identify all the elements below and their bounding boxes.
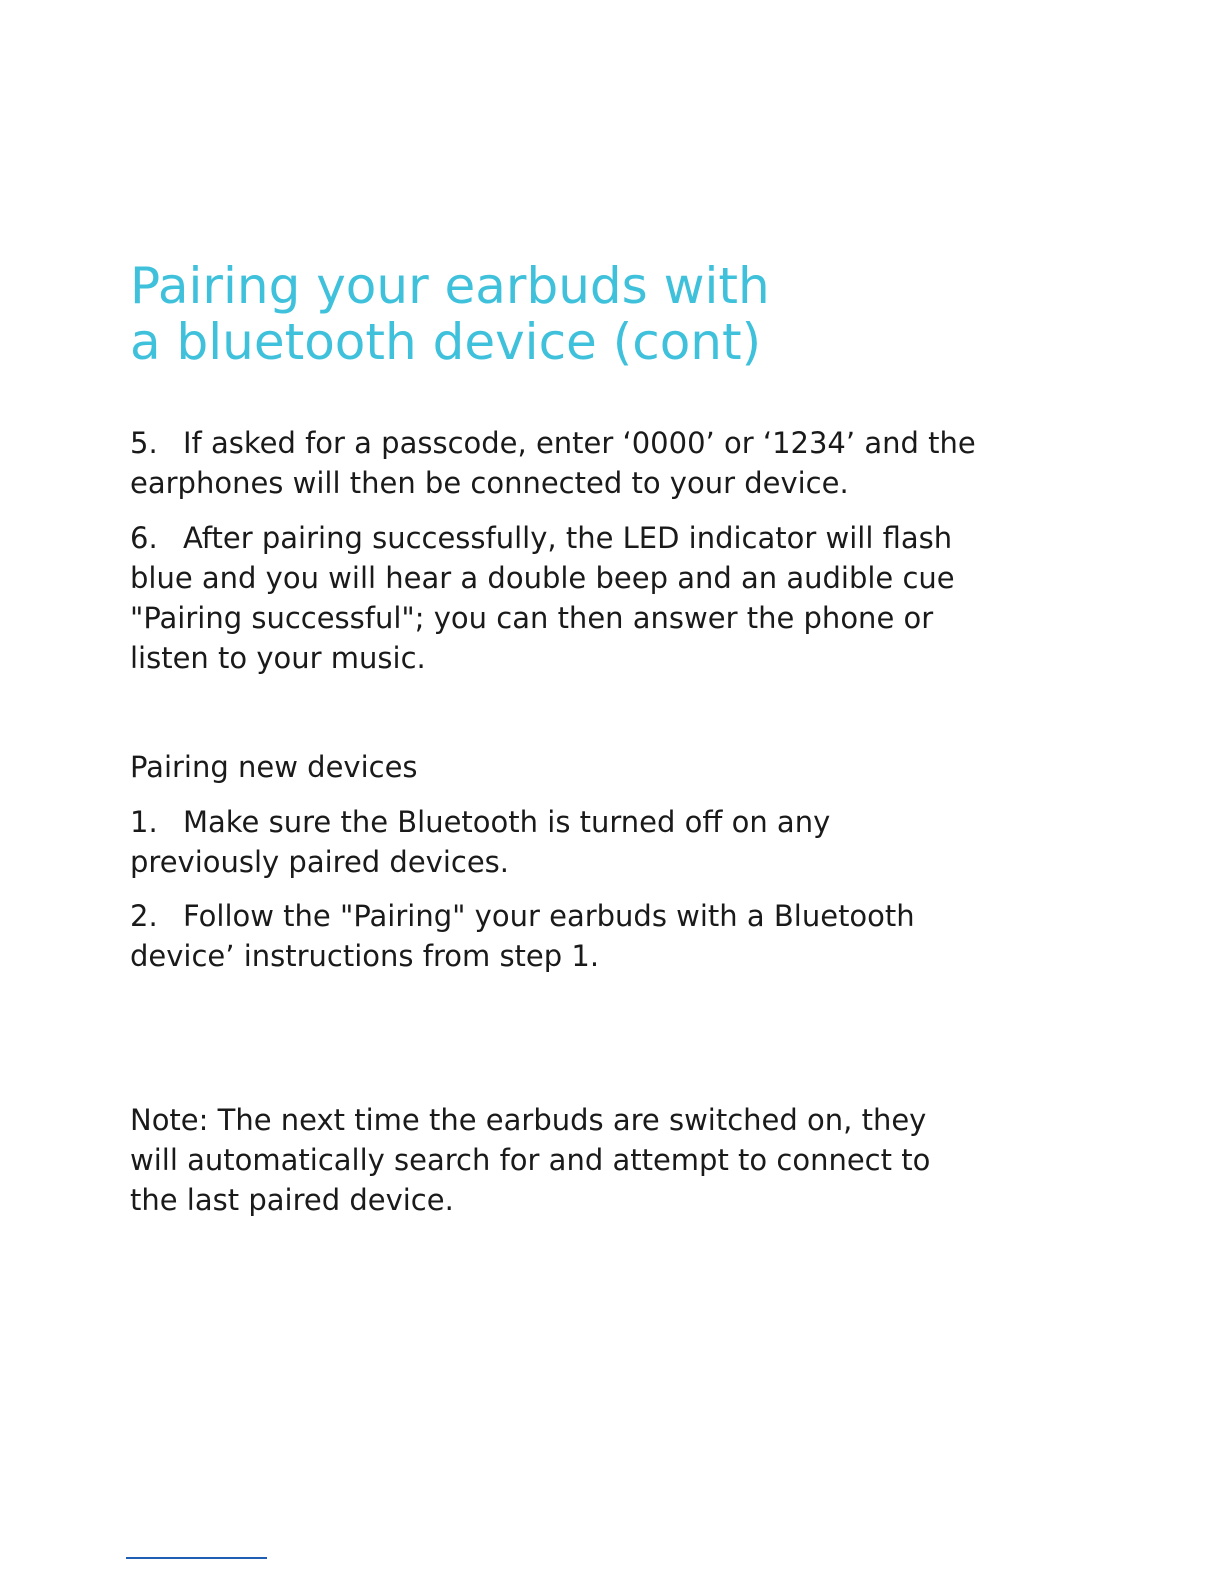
step-5-text-line-2: earphones will then be connected to your device. bbox=[130, 466, 849, 500]
section-heading-text: Pairing new devices bbox=[130, 750, 418, 784]
step-6-number: 6. bbox=[130, 521, 158, 555]
new-device-step-2-number: 2. bbox=[130, 899, 158, 933]
note-line-1: Note: The next time the earbuds are switched on, they bbox=[130, 1103, 927, 1137]
new-device-step-2 bbox=[130, 896, 915, 976]
step-6-text-line-1: After pairing successfully, the LED indicator will flash bbox=[183, 521, 953, 555]
step-6-text-line-3: "Pairing successful"; you can then answer the phone or bbox=[130, 601, 934, 635]
new-device-step-1 bbox=[130, 802, 830, 882]
note-line-3: the last paired device. bbox=[130, 1183, 454, 1217]
page-title-line-1: Pairing your earbuds with bbox=[130, 257, 770, 315]
note-line-2: will automatically search for and attempt to connect to bbox=[130, 1143, 931, 1177]
new-device-step-1-number: 1. bbox=[130, 805, 158, 839]
note bbox=[130, 1100, 930, 1220]
new-device-step-2-text-line-1: Follow the "Pairing" your earbuds with a Bluetooth bbox=[183, 899, 915, 933]
new-device-step-1-text-line-1: Make sure the Bluetooth is turned off on any bbox=[183, 805, 831, 839]
step-6-text-line-4: listen to your music. bbox=[130, 641, 426, 675]
page-title bbox=[130, 258, 770, 370]
step-5 bbox=[130, 423, 976, 503]
section-heading-pairing-new-devices bbox=[130, 747, 418, 787]
step-6 bbox=[130, 518, 955, 678]
new-device-step-2-text-line-2: device’ instructions from step 1. bbox=[130, 939, 600, 973]
new-device-step-1-text-line-2: previously paired devices. bbox=[130, 845, 509, 879]
step-6-text-line-2: blue and you will hear a double beep and an audible cue bbox=[130, 561, 955, 595]
step-5-text-line-1: If asked for a passcode, enter ‘0000’ or ‘1234’ and the bbox=[183, 426, 976, 460]
step-5-number: 5. bbox=[130, 426, 158, 460]
page-title-line-2: a bluetooth device (cont) bbox=[130, 313, 762, 371]
footer-rule bbox=[126, 1557, 267, 1559]
